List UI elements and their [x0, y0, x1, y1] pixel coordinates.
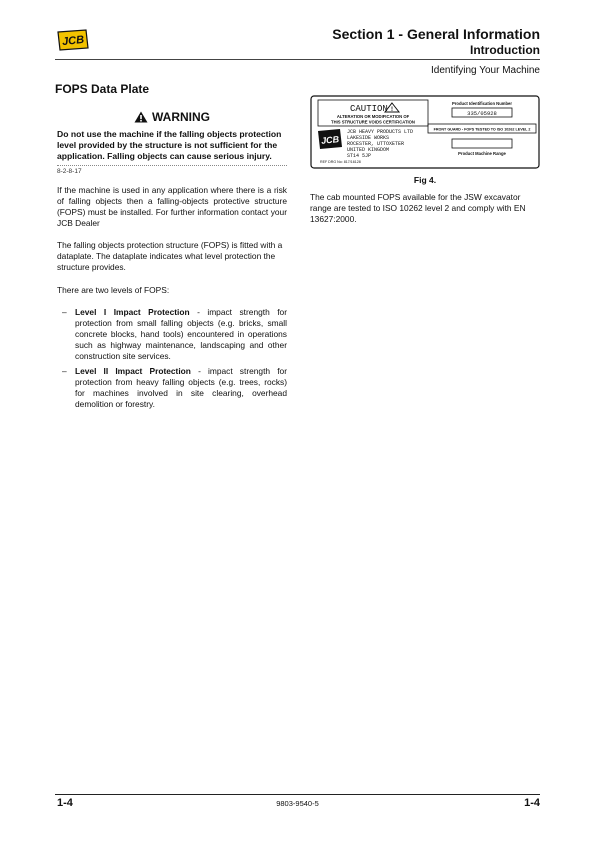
page-number-right: 1-4	[524, 797, 540, 809]
warning-text: Do not use the machine if the falling objects protection level provided by the structure is not sufficient for the application. Falling objects can cause serious injury.	[57, 129, 282, 161]
level-description: - impact strength for protection from heavy falling objects (e.g. trees, rocks) for machines involved in site clearing, overhead demolition or forestry.	[75, 366, 287, 409]
caution-line2: THIS STRUCTURE VOIDS CERTIFICATION	[331, 119, 415, 125]
fops-levels-list	[57, 307, 287, 414]
level-term: Level I Impact Protection	[75, 307, 190, 317]
figure-caption: Fig 4.	[413, 175, 437, 185]
list-item: – Level I Impact Protection - impact strength for protection from small falling objects (e.g. bricks, small concrete blocks, hand tools) encountered in operations such as highway maintenance, landscaping and other construction site services.	[62, 307, 287, 361]
warning-label: WARNING	[152, 110, 210, 124]
svg-text:JCB: JCB	[61, 33, 85, 49]
level-description: - impact strength for protection from small falling objects (e.g. bricks, small concrete blocks, hand tools) encountered in operations such as highway maintenance, landscaping and other construction site services.	[75, 307, 287, 361]
company-line: JCB HEAVY PRODUCTS LTD	[347, 129, 414, 135]
fops-data-plate-figure	[310, 95, 540, 169]
paragraph-cab-fops: The cab mounted FOPS available for the JSW excavator range are tested to ISO 10262 level 2 and comply with EN 13627:2000.	[310, 192, 526, 224]
section-title: Section 1 - General Information	[332, 26, 540, 42]
paragraph-levels-intro: There are two levels of FOPS:	[57, 285, 170, 295]
warning-heading	[57, 110, 287, 124]
part-ref: REF DRG No: 817/16128	[320, 160, 361, 164]
header-divider	[55, 59, 540, 60]
pid-value: 335/05928	[467, 110, 497, 117]
guard-text: FRONT GUARD - FOPS TESTED TO ISO 10262 LEVEL 2	[433, 127, 531, 132]
plate-jcb-logo	[318, 129, 342, 149]
company-line: ROCESTER, UTTOXETER	[347, 141, 405, 147]
range-label: Product Machine Range	[458, 151, 506, 156]
paragraph-fops-intro: If the machine is used in any application where there is a risk of falling objects then a falling-objects protective structure (FOPS) must be installed. For further information contact your JCB Dealer	[57, 185, 287, 228]
company-line: ST14 5JP	[347, 153, 372, 159]
caution-line1: ALTERATION OR MODIFICATION OF	[336, 114, 410, 119]
topic-title: Identifying Your Machine	[431, 65, 540, 76]
company-line: LAKESIDE WORKS	[347, 135, 390, 141]
document-number: 9803-9540-5	[276, 799, 319, 808]
caution-title: CAUTION	[350, 104, 388, 114]
pid-label: Product Identification Number	[451, 101, 513, 106]
svg-text:JCB: JCB	[320, 134, 340, 146]
company-line: UNITED KINGDOM	[347, 147, 390, 153]
svg-text:!: !	[391, 107, 393, 113]
jcb-logo	[55, 28, 89, 52]
paragraph-dataplate: The falling objects protection structure (FOPS) is fitted with a dataplate. The dataplate indicates what level protection the structure provides.	[57, 240, 283, 272]
warning-divider	[57, 165, 287, 166]
chapter-title: Introduction	[470, 43, 540, 57]
warning-icon	[134, 111, 148, 123]
level-term: Level II Impact Protection	[75, 366, 191, 376]
warning-code: 8-2-8-17	[57, 168, 82, 175]
page-heading: FOPS Data Plate	[55, 82, 150, 96]
footer-divider	[55, 794, 540, 795]
page-number-left: 1-4	[57, 797, 73, 809]
list-item: – Level II Impact Protection - impact strength for protection from heavy falling objects (e.g. trees, rocks) for machines involved in site clearing, overhead demolition or forestry.	[62, 366, 287, 409]
